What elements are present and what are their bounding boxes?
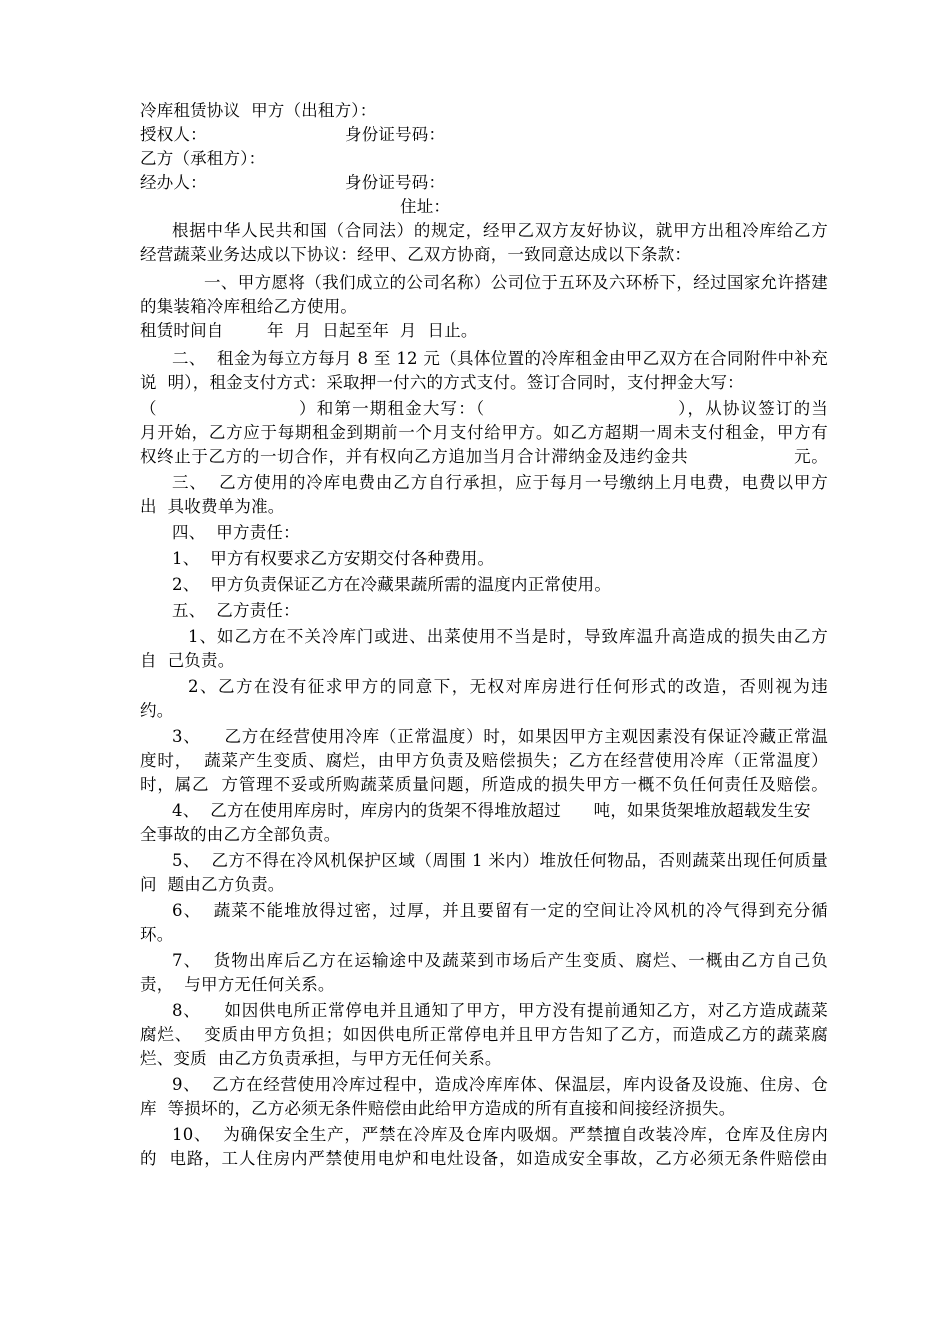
paragraph-line: 库 等损坏的，乙方必须无条件赔偿由此给甲方造成的所有直接和间接经济损失。 <box>140 1099 736 1118</box>
section-heading: 五、 乙方责任： <box>172 601 300 620</box>
section-heading: 四、 甲方责任： <box>172 523 300 542</box>
paragraph-line: 月开始，乙方应于每期租金到期前一个月支付给甲方。如乙方超期一周未支付租金，甲方有 <box>140 423 828 442</box>
paragraph-line: 烂、变质 由乙方负责承担，与甲方无任何关系。 <box>140 1049 502 1068</box>
paragraph-line: 问 题由乙方负责。 <box>140 875 285 894</box>
paragraph-line: 时，属乙 方管理不妥或所购蔬菜质量问题，所造成的损失甲方一概不负任何责任及赔偿。 <box>140 775 828 794</box>
paragraph-line: 权终止于乙方的一切合作，并有权向乙方追加当月合计滞纳金及违约金共 元。 <box>140 447 828 466</box>
paragraph-line: 环。 <box>140 925 174 944</box>
id-number-label: 身份证号码： <box>345 125 446 144</box>
party-a-authorizer-label: 授权人： <box>140 125 207 144</box>
paragraph-line: 9、 乙方在经营使用冷库过程中，造成冷库库体、保温层，库内设备及设施、住房、仓 <box>172 1075 828 1094</box>
paragraph-line: 3、 乙方在经营使用冷库（正常温度）时，如果因甲方主观因素没有保证冷藏正常温 <box>172 727 828 746</box>
paragraph-line: 2、乙方在没有征求甲方的同意下，无权对库房进行任何形式的改造，否则视为违 <box>188 677 828 696</box>
paragraph-line: 二、 租金为每立方每月 8 至 12 元（具体位置的冷库租金由甲乙双方在合同附件中补充 <box>172 349 828 368</box>
paragraph-line: 5、 乙方不得在冷风机保护区域（周围 1 米内）堆放任何物品，否则蔬菜出现任何质量 <box>172 851 828 870</box>
paragraph-line: 责， 与甲方无任何关系。 <box>140 975 335 994</box>
paragraph-line: 三、 乙方使用的冷库电费由乙方自行承担，应于每月一号缴纳上月电费，电费以甲方 <box>172 473 828 492</box>
paragraph-line: 4、 乙方在使用库房时，库房内的货架不得堆放超过 吨，如果货架堆放超载发生安 <box>172 801 811 820</box>
paragraph-line: 的集装箱冷库租给乙方使用。 <box>140 297 358 316</box>
id-number-label: 身份证号码： <box>345 173 446 192</box>
handler-label: 经办人： <box>140 173 207 192</box>
paragraph-line: 根据中华人民共和国（合同法）的规定，经甲乙双方友好协议，就甲方出租冷库给乙方 <box>172 221 828 240</box>
paragraph-line: 1、如乙方在不关冷库门或进、出菜使用不当是时，导致库温升高造成的损失由乙方 <box>188 627 828 646</box>
paragraph-line: 一、甲方愿将（我们成立的公司名称）公司位于五环及六环桥下，经过国家允许搭建 <box>204 273 828 292</box>
paragraph-line: 出 具收费单为准。 <box>140 497 285 516</box>
paragraph-line: 10、 为确保安全生产，严禁在冷库及仓库内吸烟。严禁擅自改装冷库，仓库及住房内 <box>172 1125 828 1144</box>
paragraph-line: 租赁时间自 年 月 日起至年 月 日止。 <box>140 321 478 340</box>
document-title: 冷库租赁协议 甲方（出租方）： <box>140 101 377 120</box>
paragraph-line: 7、 货物出库后乙方在运输途中及蔬菜到市场后产生变质、腐烂、一概由乙方自己负 <box>172 951 828 970</box>
paragraph-line: 经营蔬菜业务达成以下协议：经甲、乙双方协商，一致同意达成以下条款： <box>140 245 692 264</box>
party-b-label: 乙方（承租方）： <box>140 149 266 168</box>
paragraph-line: 的 电路，工人住房内严禁使用电炉和电灶设备，如造成安全事故，乙方必须无条件赔偿由 <box>140 1149 828 1168</box>
paragraph-line: （ ）和第一期租金大写：（ ），从协议签订的当 <box>140 399 828 418</box>
paragraph-line: 腐烂、 变质由甲方负担；如因供电所正常停电并且甲方告知了乙方，而造成乙方的蔬菜腐 <box>140 1025 828 1044</box>
paragraph-line: 度时， 蔬菜产生变质、腐烂，由甲方负责及赔偿损失；乙方在经营使用冷库（正常温度） <box>140 751 828 770</box>
address-label: 住址： <box>400 197 451 216</box>
paragraph-line: 全事故的由乙方全部负责。 <box>140 825 341 844</box>
paragraph-line: 说 明），租金支付方式：采取押一付六的方式支付。签订合同时，支付押金大写： <box>140 373 744 392</box>
paragraph-line: 约。 <box>140 701 174 720</box>
paragraph-line: 自 己负责。 <box>140 651 235 670</box>
paragraph-line: 8、 如因供电所正常停电并且通知了甲方，甲方没有提前通知乙方，对乙方造成蔬菜 <box>172 1001 828 1020</box>
paragraph-line: 6、 蔬菜不能堆放得过密，过厚，并且要留有一定的空间让冷风机的冷气得到充分循 <box>172 901 828 920</box>
paragraph-line: 2、 甲方负责保证乙方在冷藏果蔬所需的温度内正常使用。 <box>172 575 612 594</box>
paragraph-line: 1、 甲方有权要求乙方安期交付各种费用。 <box>172 549 495 568</box>
